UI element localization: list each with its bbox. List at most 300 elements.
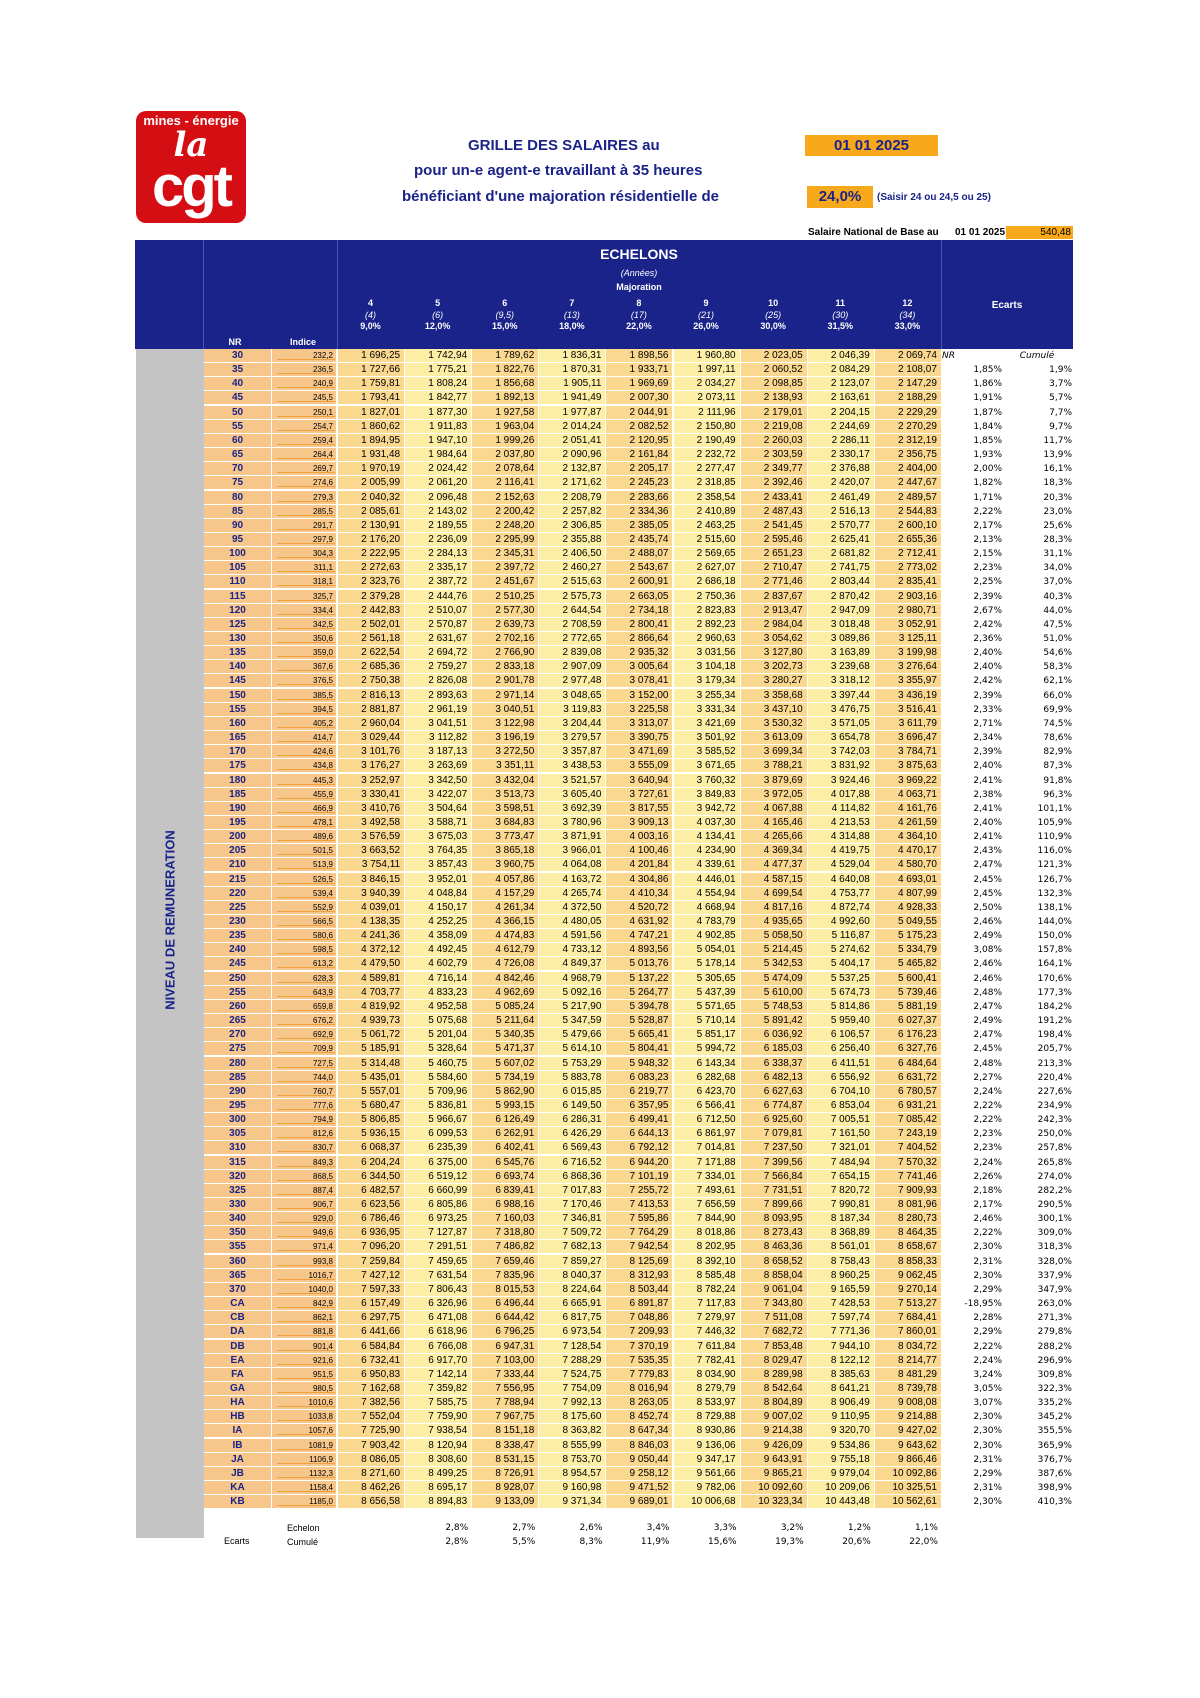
- salary-cell: 3 530,32: [741, 717, 807, 730]
- ecart-cumule: 54,6%: [1043, 648, 1072, 659]
- ecart-cumule: 82,9%: [1043, 747, 1072, 758]
- row-nr: DA: [204, 1325, 271, 1338]
- salary-cell: 4 962,69: [472, 986, 538, 999]
- salary-cell: 2 686,18: [674, 575, 740, 588]
- row-indice: 385,5: [272, 689, 336, 702]
- echelon-ans: (13): [563, 310, 580, 320]
- salary-cell: 8 273,43: [741, 1226, 807, 1239]
- salary-cell: 5 959,40: [808, 1014, 874, 1027]
- row-nr: 215: [204, 873, 271, 886]
- salary-cell: 8 368,89: [808, 1226, 874, 1239]
- salary-cell: 4 234,90: [674, 844, 740, 857]
- salary-cell: 7 944,10: [808, 1340, 874, 1353]
- annees-label: (Années): [620, 268, 658, 278]
- table-row: [204, 618, 1073, 632]
- table-row: [204, 745, 1073, 759]
- salary-cell: 6 256,40: [808, 1042, 874, 1055]
- ecart-cumule: 250,0%: [1037, 1129, 1072, 1140]
- salary-cell: 5 085,24: [472, 1000, 538, 1013]
- row-indice: 304,3: [272, 547, 336, 560]
- ecart-nr: 2,22%: [973, 1341, 1002, 1352]
- row-indice: 434,8: [272, 759, 336, 772]
- salary-cell: 6 426,29: [539, 1127, 605, 1140]
- salary-cell: 3 513,73: [472, 788, 538, 801]
- ecart-cumule: 335,2%: [1037, 1398, 1072, 1409]
- echelon-ech: 7: [569, 298, 575, 308]
- salary-cell: 7 725,90: [338, 1424, 404, 1437]
- row-nr: 305: [204, 1127, 271, 1140]
- salary-cell: 8 081,96: [875, 1198, 941, 1211]
- salary-cell: 3 052,91: [875, 618, 941, 631]
- salary-cell: 4 992,60: [808, 915, 874, 928]
- table-row: [204, 703, 1073, 717]
- table-row: [204, 547, 1073, 561]
- footer-cumule-value: 15,6%: [708, 1537, 737, 1547]
- salary-cell: 5 710,14: [674, 1014, 740, 1027]
- salary-cell: 2 866,64: [606, 632, 672, 645]
- ecart-cumule: 410,3%: [1037, 1497, 1072, 1508]
- ecart-nr: 1,93%: [973, 450, 1002, 461]
- table-row: [204, 1113, 1073, 1127]
- table-row: [204, 986, 1073, 1000]
- salary-cell: 7 967,75: [472, 1410, 538, 1423]
- ecart-cumule: 279,8%: [1037, 1327, 1072, 1338]
- ecart-cumule: 271,3%: [1037, 1313, 1072, 1324]
- salary-cell: 2 625,41: [808, 533, 874, 546]
- salary-cell: 7 656,59: [674, 1198, 740, 1211]
- table-row: [204, 1170, 1073, 1184]
- salary-cell: 6 204,24: [338, 1156, 404, 1169]
- salary-cell: 3 788,21: [741, 759, 807, 772]
- row-indice: 993,8: [272, 1255, 336, 1268]
- ecart-cumule: 157,8%: [1037, 945, 1072, 956]
- salary-cell: 7 014,81: [674, 1141, 740, 1154]
- salary-cell: 2 138,93: [741, 391, 807, 404]
- salary-cell: 4 039,01: [338, 901, 404, 914]
- salary-cell: 6 627,63: [741, 1085, 807, 1098]
- salary-cell: 9 110,95: [808, 1410, 874, 1423]
- row-indice: 566,5: [272, 915, 336, 928]
- salary-cell: 2 208,79: [539, 491, 605, 504]
- salary-cell: 7 334,01: [674, 1170, 740, 1183]
- salary-cell: 3 054,62: [741, 632, 807, 645]
- salary-cell: 6 988,16: [472, 1198, 538, 1211]
- salary-cell: 4 703,77: [338, 986, 404, 999]
- row-nr: 30: [204, 349, 271, 362]
- ecart-cumule: 242,3%: [1037, 1115, 1072, 1126]
- salary-cell: 7 509,72: [539, 1226, 605, 1239]
- majoration-input[interactable]: 24,0%: [807, 186, 873, 208]
- salary-cell: 3 476,75: [808, 703, 874, 716]
- row-nr: 145: [204, 674, 271, 687]
- salary-cell: 7 903,42: [338, 1439, 404, 1452]
- salary-cell: 8 392,10: [674, 1255, 740, 1268]
- salary-cell: 8 930,86: [674, 1424, 740, 1437]
- ecart-nr: 2,22%: [973, 1100, 1002, 1111]
- salary-cell: 3 613,09: [741, 731, 807, 744]
- salary-cell: 4 753,77: [808, 887, 874, 900]
- row-indice: 906,7: [272, 1198, 336, 1211]
- salary-cell: 3 521,57: [539, 774, 605, 787]
- salary-cell: 8 175,60: [539, 1410, 605, 1423]
- table-row: [204, 1255, 1073, 1269]
- salary-cell: 8 263,05: [606, 1396, 672, 1409]
- salary-cell: 2 120,95: [606, 434, 672, 447]
- salary-cell: 8 029,47: [741, 1354, 807, 1367]
- row-nr: 350: [204, 1226, 271, 1239]
- ecart-cumule: 213,3%: [1037, 1058, 1072, 1069]
- salary-cell: 4 902,85: [674, 929, 740, 942]
- salary-cell: 2 631,67: [405, 632, 471, 645]
- salary-cell: 6 375,00: [405, 1156, 471, 1169]
- table-row: [204, 1283, 1073, 1297]
- ecart-cumule: 296,9%: [1037, 1355, 1072, 1366]
- salary-cell: 7 446,32: [674, 1325, 740, 1338]
- salary-cell: 7 101,19: [606, 1170, 672, 1183]
- ecart-nr: 2,40%: [973, 662, 1002, 673]
- table-row: [204, 1042, 1073, 1056]
- row-indice: 513,9: [272, 858, 336, 871]
- salary-cell: 1 789,62: [472, 349, 538, 362]
- table-row: [204, 646, 1073, 660]
- salary-cell: 2 710,47: [741, 561, 807, 574]
- salary-cell: 3 760,32: [674, 774, 740, 787]
- salary-cell: 8 753,70: [539, 1453, 605, 1466]
- echelon-ans: (9,5): [495, 310, 514, 320]
- salary-cell: 7 428,53: [808, 1297, 874, 1310]
- salary-cell: 4 968,79: [539, 972, 605, 985]
- snb-value: 540,48: [1006, 226, 1073, 239]
- salary-cell: 7 259,84: [338, 1255, 404, 1268]
- salary-cell: 8 658,67: [875, 1240, 941, 1253]
- echelon-ans: (30): [832, 310, 849, 320]
- salary-cell: 2 355,88: [539, 533, 605, 546]
- ecart-nr: 2,40%: [973, 761, 1002, 772]
- ecart-cumule: 290,5%: [1037, 1200, 1072, 1210]
- table-row: [204, 1141, 1073, 1155]
- salary-cell: 2 205,17: [606, 462, 672, 475]
- salary-cell: 6 326,96: [405, 1297, 471, 1310]
- echelon-ans: (17): [630, 310, 647, 320]
- salary-cell: 8 463,36: [741, 1240, 807, 1253]
- table-row: [204, 462, 1073, 476]
- table-row: [204, 1099, 1073, 1113]
- ecart-nr: 2,36%: [973, 634, 1002, 644]
- salary-cell: 8 739,78: [875, 1382, 941, 1395]
- salary-cell: 7 552,04: [338, 1410, 404, 1423]
- salary-cell: 2 935,32: [606, 646, 672, 659]
- echelon-ans: (6): [432, 310, 444, 320]
- salary-cell: 7 160,03: [472, 1212, 538, 1225]
- salary-cell: 8 481,29: [875, 1368, 941, 1381]
- salary-cell: 4 064,08: [539, 858, 605, 871]
- row-indice: 285,5: [272, 505, 336, 518]
- salary-cell: 1 999,26: [472, 434, 538, 447]
- salary-cell: 6 805,86: [405, 1198, 471, 1211]
- footer-cumule-value: 5,5%: [512, 1537, 536, 1547]
- salary-cell: 2 759,27: [405, 660, 471, 673]
- salary-cell: 10 092,86: [875, 1467, 941, 1480]
- ecart-nr: 2,39%: [973, 591, 1002, 602]
- salary-cell: 7 255,72: [606, 1184, 672, 1197]
- salary-cell: 2 447,67: [875, 476, 941, 489]
- salary-cell: 4 366,15: [472, 915, 538, 928]
- salary-cell: 3 773,47: [472, 830, 538, 843]
- row-indice: 643,9: [272, 986, 336, 999]
- salary-cell: 8 279,79: [674, 1382, 740, 1395]
- salary-cell: 7 117,83: [674, 1297, 740, 1310]
- salary-cell: 5 680,47: [338, 1099, 404, 1112]
- table-row: [204, 1410, 1073, 1424]
- salary-cell: 10 092,60: [741, 1481, 807, 1494]
- salary-cell: 5 474,09: [741, 972, 807, 985]
- salary-cell: 6 644,42: [472, 1311, 538, 1324]
- salary-cell: 3 255,34: [674, 689, 740, 702]
- salary-cell: 2 460,27: [539, 561, 605, 574]
- ecart-nr: 2,46%: [973, 1214, 1002, 1225]
- salary-cell: 2 685,36: [338, 660, 404, 673]
- salary-cell: 2 188,29: [875, 391, 941, 404]
- salary-cell: 3 252,97: [338, 774, 404, 787]
- salary-cell: 8 782,24: [674, 1283, 740, 1296]
- salary-cell: 7 103,00: [472, 1354, 538, 1367]
- salary-cell: 2 541,45: [741, 519, 807, 532]
- row-indice: 445,3: [272, 774, 336, 787]
- salary-cell: 1 793,41: [338, 391, 404, 404]
- salary-cell: 3 571,05: [808, 717, 874, 730]
- salary-cell: 5 614,10: [539, 1042, 605, 1055]
- salary-cell: 6 839,41: [472, 1184, 538, 1197]
- salary-cell: 2 385,05: [606, 519, 672, 532]
- ecart-cumule: 309,8%: [1037, 1369, 1072, 1380]
- salary-cell: 2 014,24: [539, 420, 605, 433]
- ecart-nr: 2,30%: [973, 1412, 1002, 1423]
- salary-cell: 2 803,44: [808, 575, 874, 588]
- row-indice: 1040,0: [272, 1283, 336, 1296]
- salary-cell: 2 171,62: [539, 476, 605, 489]
- row-indice: 405,2: [272, 717, 336, 730]
- row-nr: 35: [204, 363, 271, 376]
- ecart-cumule: 144,0%: [1037, 917, 1072, 927]
- echelon-ech: 9: [703, 298, 709, 308]
- salary-cell: 5 054,01: [674, 943, 740, 956]
- row-nr: HA: [204, 1396, 271, 1409]
- row-indice: 1106,9: [272, 1453, 336, 1466]
- salary-cell: 8 224,64: [539, 1283, 605, 1296]
- salary-cell: 7 654,15: [808, 1170, 874, 1183]
- salary-cell: 8 122,12: [808, 1354, 874, 1367]
- salary-cell: 2 108,07: [875, 363, 941, 376]
- salary-cell: 2 570,77: [808, 519, 874, 532]
- ecart-nr: 2,22%: [973, 1228, 1002, 1239]
- salary-cell: 1 759,81: [338, 377, 404, 390]
- salary-cell: 7 853,48: [741, 1340, 807, 1353]
- salary-cell: 2 069,74: [875, 349, 941, 362]
- echelon-ech: 11: [835, 298, 845, 308]
- ecart-cumule: 105,9%: [1037, 817, 1072, 828]
- salary-cell: 2 947,09: [808, 604, 874, 617]
- salary-cell: 3 421,69: [674, 717, 740, 730]
- row-nr: 85: [204, 505, 271, 518]
- salary-cell: 6 482,13: [741, 1071, 807, 1084]
- salary-cell: 2 051,41: [539, 434, 605, 447]
- salary-cell: 3 940,39: [338, 887, 404, 900]
- table-row: [204, 816, 1073, 830]
- salary-cell: 3 355,97: [875, 674, 941, 687]
- row-indice: 613,2: [272, 957, 336, 970]
- salary-cell: 2 111,96: [674, 406, 740, 419]
- salary-cell: 3 163,89: [808, 646, 874, 659]
- salary-cell: 5 178,14: [674, 957, 740, 970]
- ecart-cumule: 398,9%: [1037, 1483, 1072, 1493]
- salary-cell: 6 704,10: [808, 1085, 874, 1098]
- salary-cell: 2 772,65: [539, 632, 605, 645]
- salary-cell: 7 659,46: [472, 1255, 538, 1268]
- salary-cell: 8 338,47: [472, 1439, 538, 1452]
- logo-tagline: mines - énergie: [143, 113, 239, 128]
- salary-cell: 2 881,87: [338, 703, 404, 716]
- echelon-ech: 10: [768, 298, 779, 308]
- salary-cell: 5 314,48: [338, 1057, 404, 1070]
- salary-cell: 2 286,11: [808, 434, 874, 447]
- salary-cell: 4 833,23: [405, 986, 471, 999]
- salary-cell: 9 371,34: [539, 1495, 605, 1508]
- table-row: [204, 1071, 1073, 1085]
- footer-cumule-value: 22,0%: [909, 1537, 938, 1547]
- row-nr: KA: [204, 1481, 271, 1494]
- salary-cell: 3 313,07: [606, 717, 672, 730]
- salary-cell: 2 515,60: [674, 533, 740, 546]
- salary-cell: 2 330,17: [808, 448, 874, 461]
- table-row: [204, 957, 1073, 971]
- ecart-cumule: 40,3%: [1043, 591, 1072, 602]
- row-indice: 921,6: [272, 1354, 336, 1367]
- row-nr: 150: [204, 689, 271, 702]
- row-indice: 311,1: [272, 561, 336, 574]
- salary-cell: 6 149,50: [539, 1099, 605, 1112]
- row-nr: 130: [204, 632, 271, 645]
- salary-cell: 3 849,83: [674, 788, 740, 801]
- ecart-nr: 2,26%: [973, 1171, 1002, 1182]
- salary-cell: 8 960,25: [808, 1269, 874, 1282]
- salary-cell: 1 808,24: [405, 377, 471, 390]
- table-row: [204, 1424, 1073, 1438]
- table-row: [204, 1467, 1073, 1481]
- row-indice: 951,5: [272, 1368, 336, 1381]
- salary-cell: 2 694,72: [405, 646, 471, 659]
- salary-cell: 7 085,42: [875, 1113, 941, 1126]
- salary-cell: 3 005,64: [606, 660, 672, 673]
- salary-cell: 6 499,41: [606, 1113, 672, 1126]
- table-row: [204, 491, 1073, 505]
- salary-cell: 4 358,09: [405, 929, 471, 942]
- salary-cell: 2 961,19: [405, 703, 471, 716]
- row-nr: 135: [204, 646, 271, 659]
- ecart-cumule: 288,2%: [1037, 1341, 1072, 1352]
- salary-cell: 2 085,61: [338, 505, 404, 518]
- salary-cell: 6 566,41: [674, 1099, 740, 1112]
- salary-cell: 4 003,16: [606, 830, 672, 843]
- logo-cgt: cgt: [152, 154, 230, 219]
- salary-cell: 9 007,02: [741, 1410, 807, 1423]
- salary-cell: 5 734,19: [472, 1071, 538, 1084]
- ecart-cumule: 28,3%: [1043, 534, 1072, 545]
- table-row: [204, 448, 1073, 462]
- salary-cell: 2 404,00: [875, 462, 941, 475]
- salary-cell: 2 356,75: [875, 448, 941, 461]
- salary-cell: 4 849,37: [539, 957, 605, 970]
- row-nr: GA: [204, 1382, 271, 1395]
- salary-cell: 8 503,44: [606, 1283, 672, 1296]
- salary-cell: 6 083,23: [606, 1071, 672, 1084]
- row-nr: 360: [204, 1255, 271, 1268]
- row-nr: 270: [204, 1028, 271, 1041]
- row-indice: 350,6: [272, 632, 336, 645]
- table-row: [204, 519, 1073, 533]
- ecart-cumule: 322,3%: [1037, 1383, 1072, 1394]
- salary-cell: 5 607,02: [472, 1057, 538, 1070]
- salary-cell: 4 372,50: [539, 901, 605, 914]
- row-nr: 370: [204, 1283, 271, 1296]
- salary-cell: 6 618,96: [405, 1325, 471, 1338]
- ecart-nr: 2,40%: [973, 648, 1002, 659]
- salary-cell: 4 134,41: [674, 830, 740, 843]
- salary-cell: 9 133,09: [472, 1495, 538, 1508]
- salary-cell: 1 997,11: [674, 363, 740, 376]
- salary-cell: 2 176,20: [338, 533, 404, 546]
- salary-cell: 3 104,18: [674, 660, 740, 673]
- salary-cell: 4 163,72: [539, 873, 605, 886]
- salary-cell: 5 600,41: [875, 972, 941, 985]
- ecart-cumule: 328,0%: [1037, 1256, 1072, 1267]
- salary-cell: 7 806,43: [405, 1283, 471, 1296]
- ecart-nr: 2,41%: [973, 832, 1002, 843]
- salary-cell: 4 477,37: [741, 858, 807, 871]
- row-nr: 60: [204, 434, 271, 447]
- salary-cell: 2 595,46: [741, 533, 807, 546]
- salary-cell: 2 376,88: [808, 462, 874, 475]
- salary-cell: 2 024,42: [405, 462, 471, 475]
- salary-cell: 3 078,41: [606, 674, 672, 687]
- salary-cell: 4 241,36: [338, 929, 404, 942]
- salary-cell: 7 682,72: [741, 1325, 807, 1338]
- salary-cell: 1 894,95: [338, 434, 404, 447]
- footer-echelon-value: 3,3%: [713, 1523, 737, 1533]
- salary-cell: 2 773,02: [875, 561, 941, 574]
- table-row: [204, 1368, 1073, 1382]
- grid-date[interactable]: 01 01 2025: [805, 135, 938, 156]
- row-indice: 318,1: [272, 575, 336, 588]
- salary-cell: 7 237,50: [741, 1141, 807, 1154]
- salary-cell: 2 489,57: [875, 491, 941, 504]
- salary-cell: 4 819,92: [338, 1000, 404, 1013]
- salary-cell: 9 165,59: [808, 1283, 874, 1296]
- salary-cell: 2 123,07: [808, 377, 874, 390]
- salary-cell: 6 545,76: [472, 1156, 538, 1169]
- salary-cell: 5 342,53: [741, 957, 807, 970]
- table-row: [204, 1127, 1073, 1141]
- ecart-cumule: 126,7%: [1037, 874, 1072, 885]
- salary-cell: 3 831,92: [808, 759, 874, 772]
- salary-cell: 7 459,65: [405, 1255, 471, 1268]
- salary-cell: 2 708,59: [539, 618, 605, 631]
- echelon-ans: (34): [899, 310, 916, 320]
- salary-cell: 2 204,15: [808, 406, 874, 419]
- footer-echelon-value: 3,4%: [646, 1523, 670, 1533]
- salary-cell: 9 866,46: [875, 1453, 941, 1466]
- salary-cell: 2 516,13: [808, 505, 874, 518]
- row-indice: 1132,3: [272, 1467, 336, 1480]
